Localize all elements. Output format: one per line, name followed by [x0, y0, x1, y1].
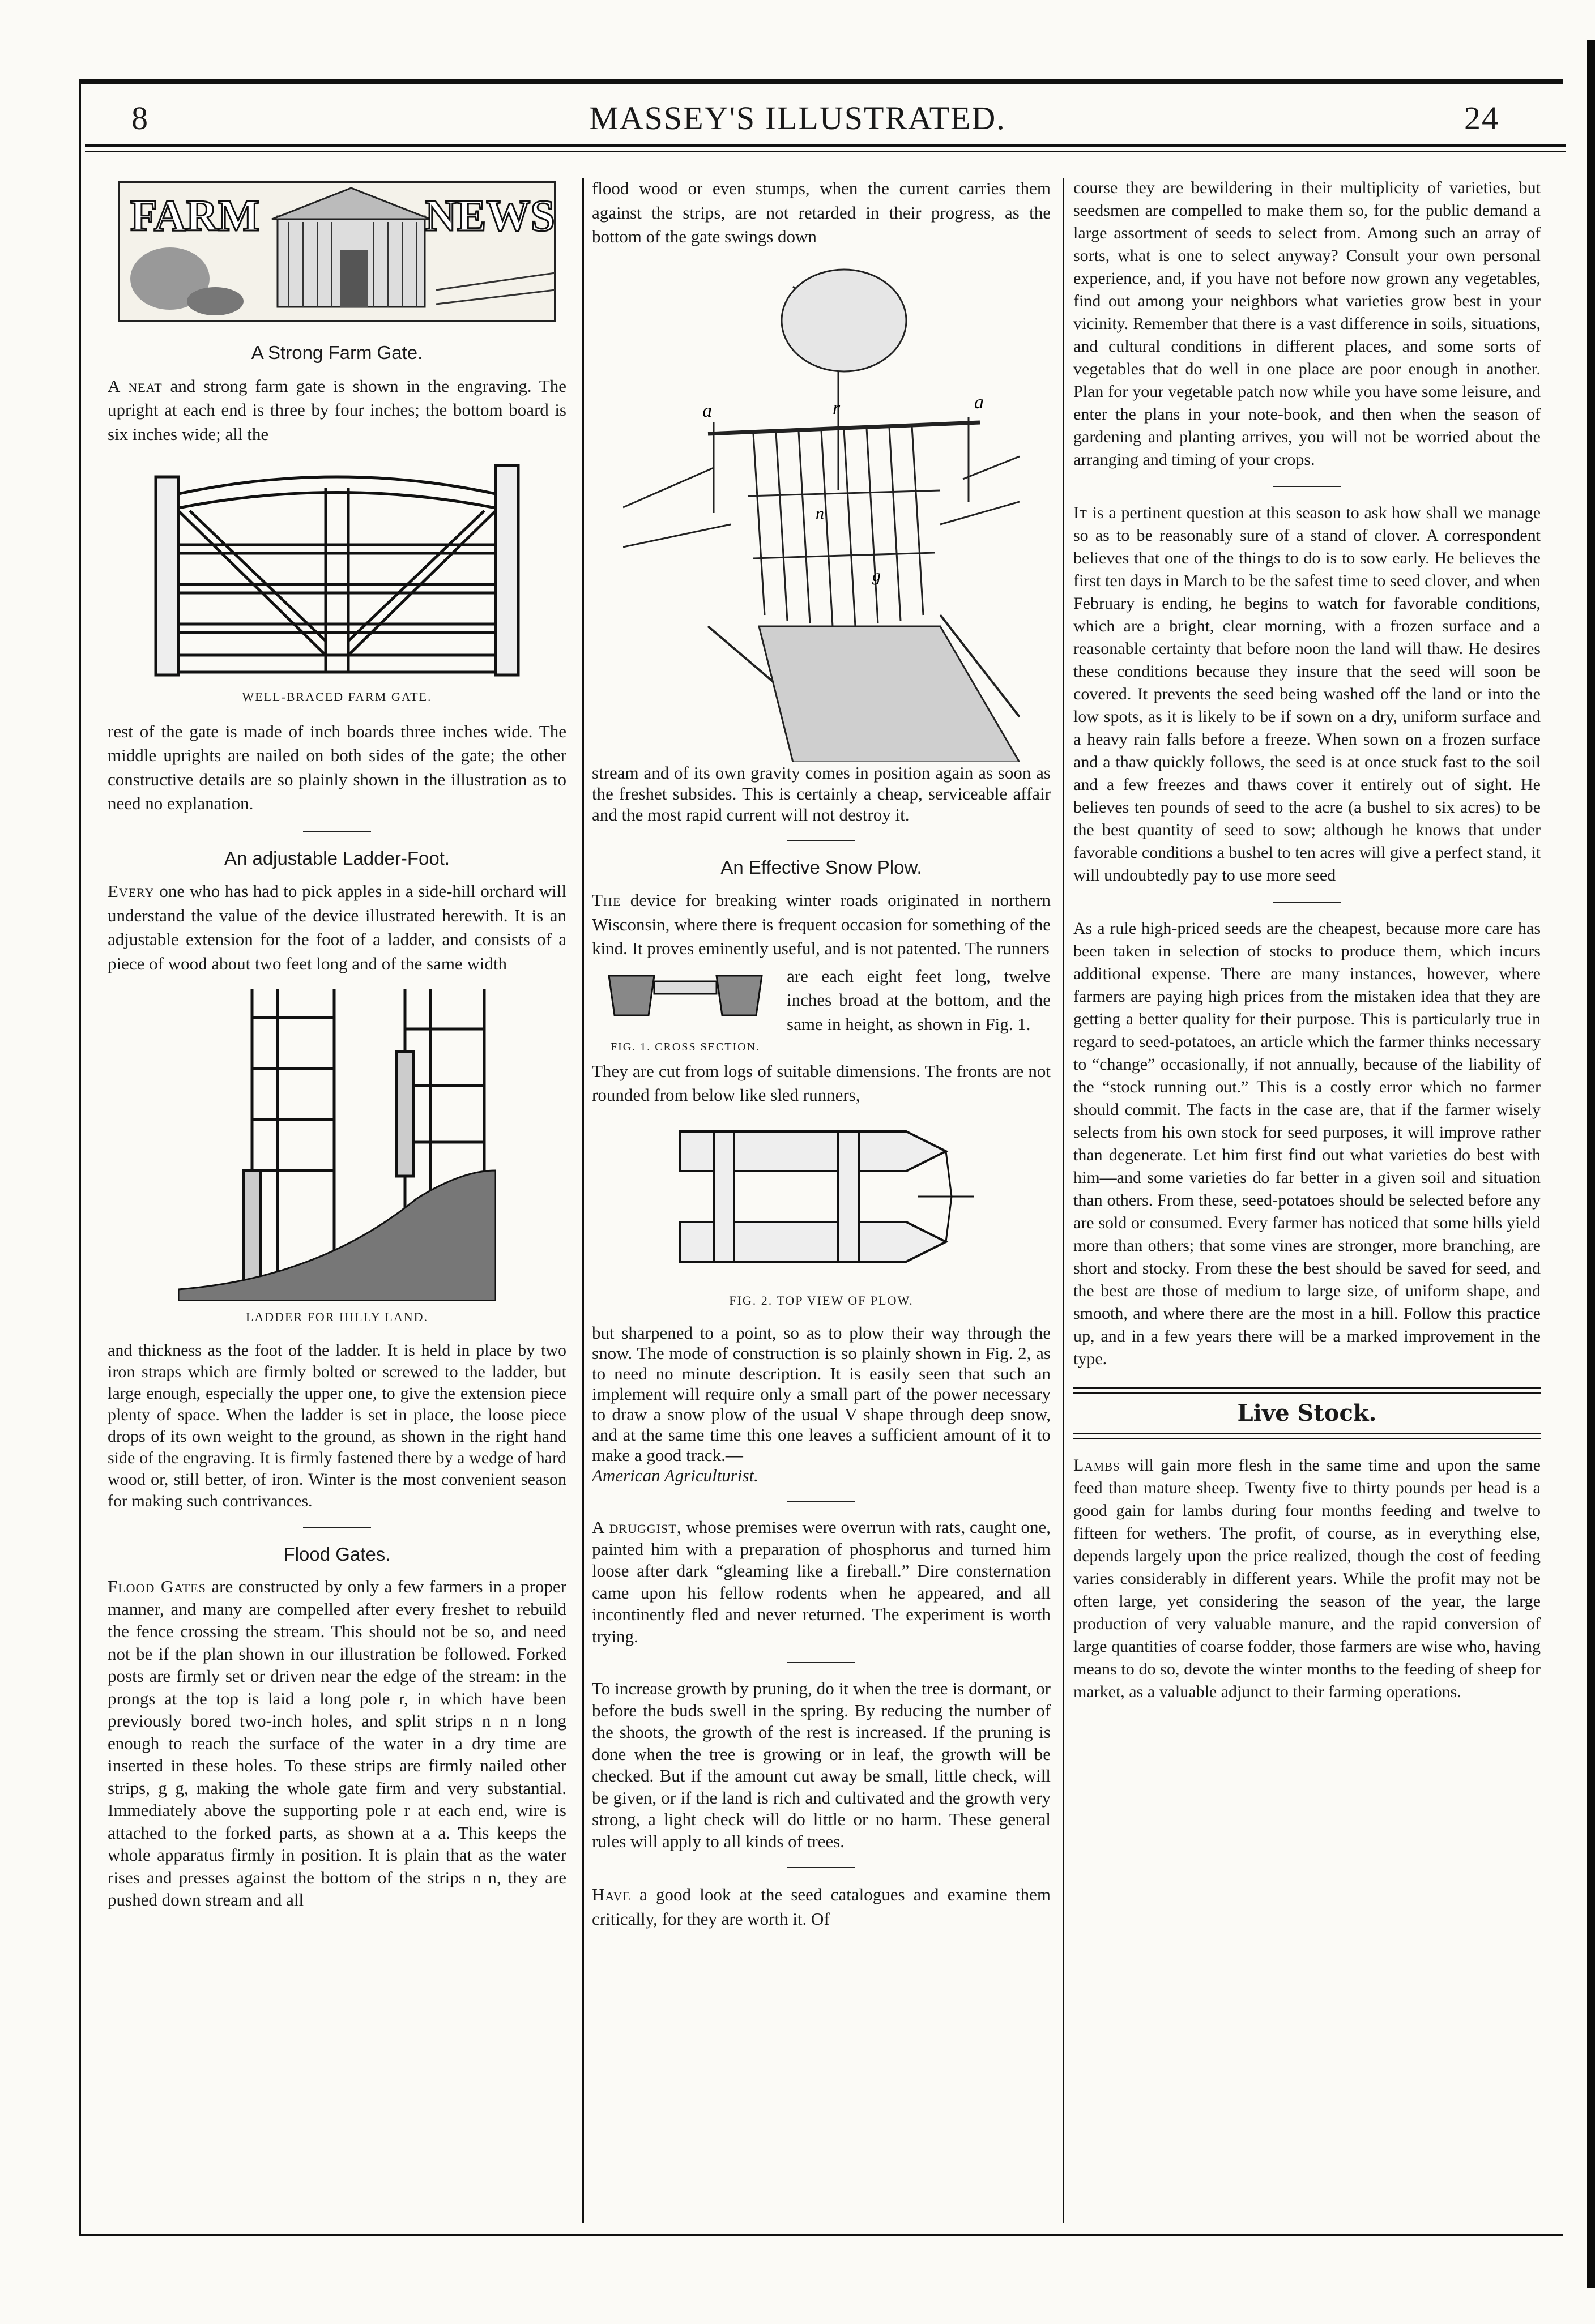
live-stock-title: Live Stock.	[1237, 1400, 1377, 1426]
cross-section-figure	[592, 964, 779, 1060]
banner-word-farm: FARM	[130, 191, 260, 240]
header-rule	[85, 144, 1566, 147]
section-separator	[1273, 486, 1341, 487]
bottom-border	[79, 2234, 1563, 2236]
text-run: whose premises were overrun with rats, caught one, painted him with a preparation of phosphorus and turned him loose after dark “gleaming like a fireball.” Dire consternation came upon his fellow rodents when he appeared, and all incontinently fled and never returned. The experiment is worth trying.	[592, 1517, 1051, 1646]
flood-gate-illustration	[623, 253, 1020, 762]
caption-fig-1: FIG. 1. CROSS SECTION.	[610, 1041, 761, 1053]
lead-word: A druggist,	[592, 1517, 682, 1537]
source-credit: American Agriculturist.	[592, 1466, 758, 1485]
ladder-paragraph-2: and thickness as the foot of the ladder. It is held in place by two iron straps which are firmly bolted or screwed to the ladder, but large enough, especially the upper one, to give the extension piece plenty of space. When the ladder is set in place, the loose piece drops of its own weight to the ground, as shown in the right hand side of the engraving. It is firmly fastened there by a wedge of hard wood or, still better, of iron. Winter is the most convenient season for making such contrivances.	[108, 1340, 566, 1510]
column-rule-1	[582, 178, 584, 2223]
page-number-left: 8	[131, 100, 149, 136]
figure-label-n: n	[816, 503, 824, 523]
caption-farm-gate: WELL-BRACED FARM GATE.	[242, 690, 432, 704]
lead-word: Have	[592, 1885, 631, 1904]
ladder-illustration	[178, 984, 496, 1301]
column-2	[592, 177, 1051, 1934]
snow-plow-paragraph-1	[592, 888, 1051, 961]
text-run: a good look at the seed catalogues and examine them critically, for they are worth it. Of	[592, 1885, 1051, 1929]
heading-flood-gates: Flood Gates.	[283, 1543, 391, 1565]
text-run: but sharpened to a point, so as to plow their way through the snow. The mode of construction is so plainly shown in Fig. 2, as to need no minute description. It is easily seen that such an implement will require only a small part of the power necessary to draw a snow plow of the usual V shape through deep snow, and at the same time this one leaves a sufficient amount of it to make a good track.—	[592, 1323, 1051, 1465]
section-separator	[787, 1867, 855, 1868]
text-run: are constructed by only a few farmers in a proper manner, and many are compelled after every freshet to rebuild the fence crossing the stream. This should not be so, and need not be if the plan shown in our illustration be followed. Forked posts are firmly set or driven near the edge of the stream: in the prongs at the top is laid a long pole r, in which have been previously bored two-inch holes, and split strips n n n long enough to reach the surface of the water in a dry time are inserted in these holes. To these strips are firmly nailed other strips, g g, making the whole gate firm and very substantial. Immediately above the supporting pole r at each end, wire is attached to the forked parts, as shown at a a. This keeps the whole apparatus firmly in position. It is plain that as the water rises and presses against the bottom of the strips n n, they are pushed down stream and all	[108, 1577, 566, 1909]
section-separator	[303, 1527, 371, 1528]
farm-gate-illustration	[139, 454, 535, 681]
farm-news-illustration	[108, 177, 566, 330]
lead-word: The	[592, 890, 621, 910]
flood-gates-continued: flood wood or even stumps, when the current carries them against the strips, are not retarded in their progress, as the bottom of the gate swings down	[592, 178, 1051, 246]
plow-top-view	[668, 1114, 974, 1284]
plow-cross-section	[592, 964, 779, 1027]
section-separator	[787, 1662, 855, 1663]
heading-snow-plow: An Effective Snow Plow.	[720, 856, 922, 878]
figure-label-r: r	[833, 397, 841, 418]
caption-fig-2: FIG. 2. TOP VIEW OF PLOW.	[729, 1293, 914, 1308]
seed-catalogue-continued: course they are bewildering in their multiplicity of varieties, but seedsmen are compelled to make them so, for the public demand a large assortment of seeds to select from. Among such an array of sorts, what is one to select anyway? Consult your own personal experience, and, if you have not before now grown any vegetables, find out among your neighbors what varieties grow best in your vicinity. Remember that there is a vast difference in soils, situations, and cultural conditions in different places, and some sorts of vegetables that do well in one place are poor enough in another. Plan for your vegetable patch now while you have some leisure, and enter the plans in your note-book, and then when the season of gardening and planting arrives, you will not be worried about the arranging and timing of your crops.	[1073, 178, 1541, 469]
live-stock-heading-block	[1073, 1387, 1541, 1439]
double-rule-top	[1073, 1387, 1541, 1394]
flood-gates-conclusion: stream and of its own gravity comes in position again as soon as the freshet subsides. This is certainly a cheap, serviceable affair and the most rapid current will not destroy it.	[592, 762, 1051, 824]
column-1	[108, 177, 566, 1915]
heading-ladder-foot: An adjustable Ladder-Foot.	[224, 847, 450, 869]
header-rule-thin	[85, 151, 1566, 152]
flood-gates-paragraph	[108, 1575, 566, 1911]
farm-news-banner	[108, 177, 566, 330]
section-separator	[787, 1501, 855, 1502]
seed-potatoes-paragraph: As a rule high-priced seeds are the cheapest, because more care has been taken in selection of stocks to produce them, which incurs additional expense. There are many instances, however, where farmers are paying high prices from the mistaken idea that they are getting a better quality for their purpose. This is particularly true in regard to seed-potatoes, an article which the farmer thinks necessary to “change” occasionally, if not annually, because of the liability of the “stock running out.” This is a costly error which no farmer should commit. The facts in the case are, that if the farmer wisely selects from his own stock for seed purposes, it will improve rather than degenerate. Let him first find out what varieties do best with him—and some varieties do far better in a given soil and situation than others. From these, seed-potatoes should be selected before any are sold or consumed. Every farmer has noticed that some hills yield more than others; that some vines are stronger, more branching, are short and stocky. From these the best should be saved for seed, and the best are those of medium to large size, of uniform shape, and smooth, and where there are the most in a hill. Follow this practice up, and in a few years there will be a marked improvement in the type.	[1073, 919, 1541, 1368]
lead-word: Flood Gates	[108, 1577, 206, 1596]
top-border	[79, 79, 1563, 84]
section-separator	[787, 840, 855, 841]
page-edge-shadow	[1587, 40, 1595, 2288]
text-run: is a pertinent question at this season to ask how shall we manage so as to be reasonably sure of a stand of clover. A correspondent believes that one of the things to do is to sow early. He believes the first ten days in March to be the safest time to seed clover, and when February is ending, he begins to watch for favorable conditions, which are a bright, clear morning, with a frozen surface and a reasonable certainty that before noon the land will thaw. He desires these conditions because they insure that the seed will soon be covered. It prevents the seed being washed off the land or into the low spots, as it is likely to be if sown on a dry, uniform surface and a heavy rain falls before a freeze. When sown on a frozen surface and a thaw quickly follows, the seed is at once stuck fast to the soil and a few freezes and thaws cover it entirely out of sight. He believes ten pounds of seed to the acre (a bushel to six acres) to be the best quantity of seed to sow; although he knows that under favorable conditions a bushel to ten acres will give a perfect stand, it will undoubtedly pay to use more seed	[1073, 503, 1541, 885]
double-rule-bottom	[1073, 1433, 1541, 1439]
snow-plow-paragraph-3	[592, 1323, 1051, 1486]
farm-gate-paragraph-2: rest of the gate is made of inch boards three inches wide. The middle uprights are nailed on both sides of the gate; the other constructive details are so plainly shown in the illustration as to need no explanation.	[108, 721, 566, 813]
druggist-paragraph	[592, 1516, 1051, 1647]
cross-section-block	[592, 964, 1051, 1060]
section-separator	[303, 831, 371, 832]
text-run: and strong farm gate is shown in the engraving. The upright at each end is three by four inches; the bottom board is six inches wide; all the	[108, 375, 566, 444]
lead-word: Every	[108, 881, 155, 901]
masthead-title: MASSEY'S ILLUSTRATED.	[589, 100, 1006, 136]
lead-word: It	[1073, 503, 1088, 522]
pruning-paragraph: To increase growth by pruning, do it when the tree is dormant, or before the buds swell in the spring. By reducing the number of the shoots, the growth of the rest is increased. If the pruning is done when the tree is growing or in leaf, the growth will be checked. But if the amount cut away be small, little check, will be given, or if the land is rich and cultivated and the growth very strong, a light check will do little or no harm. These general rules will apply to all kinds of trees.	[592, 1678, 1051, 1851]
column-rule-2	[1063, 178, 1064, 2223]
snow-plow-paragraph-2: They are cut from logs of suitable dimensions. The fronts are not rounded from below like sled runners,	[592, 1061, 1051, 1105]
section-separator	[1273, 902, 1341, 903]
page-number-right: 24	[1464, 100, 1499, 136]
heading-strong-farm-gate: A Strong Farm Gate.	[251, 342, 423, 363]
lambs-paragraph	[1073, 1454, 1541, 1703]
text-run: device for breaking winter roads originated in northern Wisconsin, where there is frequent occasion for something of the kind. It proves eminently useful, and is not patented. The runners	[592, 890, 1051, 958]
farm-gate-paragraph-1	[108, 374, 566, 447]
text-run: one who has had to pick apples in a side-hill orchard will understand the value of the device illustrated herewith. It is an adjustable extension for the foot of a ladder, and consists of a piece of wood about two feet long and of the same width	[108, 881, 567, 973]
figure-label-a2: a	[974, 391, 984, 413]
lead-word: A neat	[108, 375, 163, 396]
left-border	[79, 79, 81, 2235]
banner-word-news: NEWS	[425, 191, 555, 240]
ladder-paragraph-1	[108, 879, 566, 976]
text-run: will gain more flesh in the same time and upon the same feed than mature sheep. Twenty five to thirty pounds per head is a good gain for lambs during four months feeding and twelve to fifteen for wethers. The profit, of course, as in everything else, depends largely upon the price realized, though the cost of feeding varies considerably in different years. While the profit may not be often large, yet considering the season of the year, the large production of very valuable manure, and the rapid conversion of large quantities of coarse fodder, those farmers are wise who, having means to do so, devote the winter months to the feeding of sheep for market, as a valuable adjunct to their farming operations.	[1073, 1456, 1541, 1701]
seed-catalogue-paragraph	[592, 1883, 1051, 1931]
figure-label-g: g	[872, 566, 881, 585]
caption-ladder: LADDER FOR HILLY LAND.	[245, 1310, 429, 1324]
lead-word: Lambs	[1073, 1456, 1120, 1475]
snow-plow-paragraph-1b: are each eight feet long, twelve inches broad at the bottom, and the same in height, as shown in Fig. 1.	[787, 966, 1051, 1034]
column-3	[1073, 177, 1541, 1707]
figure-label-a: a	[702, 400, 712, 421]
clover-paragraph	[1073, 502, 1541, 887]
